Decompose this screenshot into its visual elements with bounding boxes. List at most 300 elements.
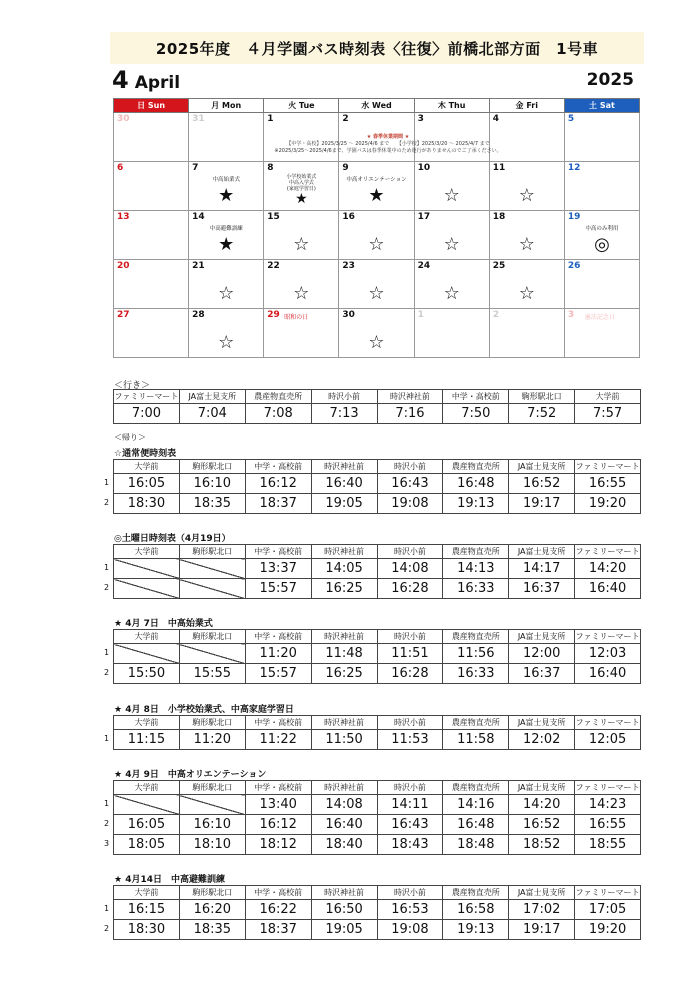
- time-cell: 12:03: [575, 644, 641, 664]
- day-number: 28: [192, 310, 205, 320]
- time-cell: 19:20: [575, 920, 641, 940]
- notice-line: ※2025/3/25～2025/4/6まで、学園バスは春季休業中のため運行がありませんのでご了承ください。: [274, 148, 502, 154]
- time-cell: 7:00: [114, 404, 180, 424]
- time-cell: 18:40: [311, 835, 377, 855]
- time-cell: 12:02: [509, 730, 575, 750]
- table-header-row: [114, 545, 641, 559]
- day-cell: [489, 211, 564, 260]
- day-number: 27: [117, 310, 130, 320]
- day-cell: [189, 211, 264, 260]
- stop-header: ファミリーマート: [575, 460, 641, 474]
- trip-number: 1: [104, 734, 110, 743]
- table-row: [114, 795, 641, 815]
- time-cell: 7:08: [245, 404, 311, 424]
- day-number: 3: [567, 310, 575, 320]
- stop-header: 中学・高校前: [245, 460, 311, 474]
- day-cell: [114, 309, 189, 358]
- stop-header: 時沢小前: [377, 545, 443, 559]
- table-header-row: [114, 781, 641, 795]
- month-heading: [112, 66, 180, 94]
- stop-header: 大学前: [114, 460, 180, 474]
- time-cell: 7:13: [311, 404, 377, 424]
- trip-number: 3: [104, 839, 110, 848]
- day-number: 30: [117, 114, 130, 124]
- time-cell: 16:20: [179, 900, 245, 920]
- stop-header: 時沢小前: [377, 716, 443, 730]
- regular-table: [113, 459, 641, 514]
- table-row: [114, 644, 641, 664]
- time-cell: 16:05: [114, 815, 180, 835]
- apr8-table: [113, 715, 641, 750]
- time-cell: 19:05: [311, 494, 377, 514]
- weekday-header-row: [114, 99, 640, 113]
- time-cell: 18:37: [245, 920, 311, 940]
- day-number: 17: [417, 212, 431, 222]
- table-row: [114, 559, 641, 579]
- time-cell: 16:37: [509, 664, 575, 684]
- table-row: [114, 474, 641, 494]
- time-cell: 19:08: [377, 494, 443, 514]
- time-cell: 16:52: [509, 815, 575, 835]
- day-number: 24: [417, 261, 431, 271]
- day-cell: [189, 162, 264, 211]
- time-cell: 11:15: [114, 730, 180, 750]
- open-star-icon: ☆: [518, 234, 535, 255]
- time-cell: 16:05: [114, 474, 180, 494]
- day-cell: [489, 260, 564, 309]
- table-row: [114, 815, 641, 835]
- table-header-row: [114, 886, 641, 900]
- time-cell: 15:55: [179, 664, 245, 684]
- stop-header: 駒形駅北口: [179, 716, 245, 730]
- stop-header: 駒形駅北口: [179, 630, 245, 644]
- time-cell: 16:40: [311, 474, 377, 494]
- open-star-icon: ☆: [218, 283, 235, 304]
- open-star-icon: ☆: [518, 185, 535, 206]
- day-number: 1: [267, 114, 274, 124]
- stop-header: 時沢小前: [377, 460, 443, 474]
- time-cell: 18:12: [245, 835, 311, 855]
- month-name: April: [134, 73, 181, 93]
- stop-header: 中学・高校前: [443, 390, 509, 404]
- time-cell: 14:08: [311, 795, 377, 815]
- time-cell: 14:20: [509, 795, 575, 815]
- stop-header: 大学前: [575, 390, 641, 404]
- filled-star-icon: ★: [218, 234, 235, 255]
- stop-header: 時沢神社前: [311, 630, 377, 644]
- apr7-table: [113, 629, 641, 684]
- time-cell: 11:51: [377, 644, 443, 664]
- saturday-section-label: ◎土曜日時刻表（4月19日）: [114, 534, 231, 544]
- day-cell: [414, 162, 489, 211]
- time-cell: 11:50: [311, 730, 377, 750]
- time-cell: 15:50: [114, 664, 180, 684]
- trip-number: 1: [104, 648, 110, 657]
- trip-number: 1: [104, 563, 110, 572]
- time-cell: 14:17: [509, 559, 575, 579]
- stop-header: 駒形駅北口: [179, 460, 245, 474]
- time-cell: 16:50: [311, 900, 377, 920]
- day-number: 30: [342, 310, 355, 320]
- filled-star-icon: ★: [218, 185, 235, 206]
- time-cell: 16:25: [311, 664, 377, 684]
- time-cell: 12:00: [509, 644, 575, 664]
- day-cell: [414, 211, 489, 260]
- event-note: 中高避難訓練: [209, 226, 243, 232]
- stop-header: JA富士見支所: [509, 886, 575, 900]
- stop-header: 中学・高校前: [245, 716, 311, 730]
- trip-number: 1: [104, 904, 110, 913]
- time-cell: 16:43: [377, 474, 443, 494]
- time-cell: 16:40: [575, 664, 641, 684]
- time-cell: 11:53: [377, 730, 443, 750]
- time-cell: 15:57: [245, 664, 311, 684]
- stop-header: 農産物直売所: [443, 545, 509, 559]
- holiday-label: 昭和の日: [284, 314, 309, 321]
- double-circle-icon: ◎: [594, 234, 610, 255]
- day-cell: [414, 260, 489, 309]
- day-cell: [114, 211, 189, 260]
- day-cell: [339, 309, 414, 358]
- page-title: 2025年度 ４月学園バス時刻表〈往復〉前橋北部方面 1号車: [110, 32, 644, 64]
- time-cell: 16:22: [245, 900, 311, 920]
- weekday-tue: 火 Tue: [264, 99, 339, 113]
- filled-star-icon: ★: [295, 191, 308, 207]
- open-star-icon: ☆: [218, 332, 235, 353]
- stop-header: 農産物直売所: [443, 630, 509, 644]
- time-cell: 16:53: [377, 900, 443, 920]
- trip-number: 2: [104, 498, 110, 507]
- calendar-week-4: [114, 260, 640, 309]
- event-note: 中高始業式: [212, 177, 240, 183]
- calendar-week-2: [114, 162, 640, 211]
- time-cell: 17:05: [575, 900, 641, 920]
- time-cell: 14:23: [575, 795, 641, 815]
- no-service-cell: [114, 644, 180, 664]
- stop-header: 駒形駅北口: [179, 886, 245, 900]
- time-cell: 18:10: [179, 835, 245, 855]
- time-cell: 16:48: [443, 474, 509, 494]
- time-cell: 11:58: [443, 730, 509, 750]
- day-number: 31: [192, 114, 205, 124]
- time-cell: 16:15: [114, 900, 180, 920]
- day-cell: [189, 260, 264, 309]
- open-star-icon: ☆: [293, 234, 310, 255]
- time-cell: 11:48: [311, 644, 377, 664]
- day-number: 25: [492, 261, 506, 271]
- time-cell: 18:35: [179, 494, 245, 514]
- time-cell: 19:20: [575, 494, 641, 514]
- day-cell: [189, 309, 264, 358]
- stop-header: ファミリーマート: [575, 630, 641, 644]
- time-cell: 11:20: [245, 644, 311, 664]
- day-number: 2: [492, 310, 499, 320]
- stop-header: 時沢神社前: [311, 716, 377, 730]
- time-cell: 7:50: [443, 404, 509, 424]
- stop-header: 時沢神社前: [311, 781, 377, 795]
- stop-header: 駒形駅北口: [509, 390, 575, 404]
- notice-line: 【中学・高校】2025/3/25 ～ 2025/4/6 まで 【小学校】2025/3/20 ～ 2025/4/7 まで: [286, 141, 490, 147]
- time-cell: 12:05: [575, 730, 641, 750]
- day-cell: [264, 309, 339, 358]
- time-cell: 14:11: [377, 795, 443, 815]
- stop-header: 農産物直売所: [443, 716, 509, 730]
- stop-header: JA富士見支所: [509, 630, 575, 644]
- day-cell: [564, 211, 639, 260]
- day-number: 16: [342, 212, 355, 222]
- day-cell: [564, 260, 639, 309]
- stop-header: 農産物直売所: [245, 390, 311, 404]
- day-cell: [489, 162, 564, 211]
- day-number: 14: [192, 212, 205, 222]
- day-cell: [114, 162, 189, 211]
- time-cell: 16:40: [575, 579, 641, 599]
- day-number: 3: [417, 114, 424, 124]
- day-number: 20: [117, 261, 130, 271]
- time-cell: 7:52: [509, 404, 575, 424]
- time-cell: 19:05: [311, 920, 377, 940]
- stop-header: JA富士見支所: [509, 716, 575, 730]
- day-number: 13: [117, 212, 130, 222]
- stop-header: 大学前: [114, 886, 180, 900]
- calendar-week-5: [114, 309, 640, 358]
- time-cell: 16:40: [311, 815, 377, 835]
- apr9-table: [113, 780, 641, 855]
- day-number: 18: [492, 212, 506, 222]
- time-cell: 14:08: [377, 559, 443, 579]
- stop-header: ファミリーマート: [575, 781, 641, 795]
- time-cell: 13:37: [245, 559, 311, 579]
- table-row: [114, 730, 641, 750]
- time-cell: 19:13: [443, 920, 509, 940]
- stop-header: JA富士見支所: [179, 390, 245, 404]
- day-number: 1: [417, 310, 424, 320]
- time-cell: 16:28: [377, 664, 443, 684]
- stop-header: 中学・高校前: [245, 630, 311, 644]
- time-cell: 16:43: [377, 815, 443, 835]
- notice-heading: ★ 春季休業期間 ★: [366, 134, 410, 140]
- day-number: 26: [567, 261, 581, 271]
- apr9-section-label: ★ 4月 9日 中高オリエンテーション: [114, 770, 267, 780]
- weekday-wed: 水 Wed: [339, 99, 414, 113]
- table-row: [114, 920, 641, 940]
- stop-header: 駒形駅北口: [179, 781, 245, 795]
- day-number: 9: [342, 163, 349, 173]
- stop-header: 時沢小前: [311, 390, 377, 404]
- day-number: 11: [492, 163, 506, 173]
- stop-header: 大学前: [114, 716, 180, 730]
- time-cell: 18:52: [509, 835, 575, 855]
- day-cell: [264, 162, 339, 211]
- filled-star-icon: ★: [368, 185, 385, 206]
- time-cell: 11:56: [443, 644, 509, 664]
- time-cell: 16:10: [179, 815, 245, 835]
- time-cell: 18:30: [114, 920, 180, 940]
- open-star-icon: ☆: [443, 234, 460, 255]
- day-number: 5: [567, 114, 575, 124]
- stop-header: ファミリーマート: [114, 390, 180, 404]
- weekday-thu: 木 Thu: [414, 99, 489, 113]
- stop-header: 農産物直売所: [443, 460, 509, 474]
- time-cell: 16:25: [311, 579, 377, 599]
- no-service-cell: [114, 795, 180, 815]
- stop-header: 時沢小前: [377, 781, 443, 795]
- time-cell: 15:57: [245, 579, 311, 599]
- table-header-row: [114, 630, 641, 644]
- time-cell: 16:55: [575, 815, 641, 835]
- saturday-table: [113, 544, 641, 599]
- day-cell: [339, 211, 414, 260]
- year-label: 2025: [586, 70, 634, 90]
- time-cell: 16:12: [245, 815, 311, 835]
- stop-header: 大学前: [114, 781, 180, 795]
- time-cell: 16:48: [443, 815, 509, 835]
- no-service-cell: [179, 559, 245, 579]
- time-cell: 19:13: [443, 494, 509, 514]
- time-cell: 18:35: [179, 920, 245, 940]
- time-cell: 18:48: [443, 835, 509, 855]
- open-star-icon: ☆: [368, 283, 385, 304]
- time-cell: 7:04: [179, 404, 245, 424]
- apr14-section-label: ★ 4月14日 中高避難訓練: [114, 875, 225, 885]
- stop-header: 大学前: [114, 545, 180, 559]
- no-service-cell: [179, 644, 245, 664]
- day-number: 21: [192, 261, 205, 271]
- stop-header: 時沢小前: [377, 630, 443, 644]
- table-header-row: [114, 460, 641, 474]
- month-number: 4: [112, 66, 129, 94]
- calendar-week-3: [114, 211, 640, 260]
- day-cell: [339, 162, 414, 211]
- trip-number: 1: [104, 799, 110, 808]
- day-number: 10: [417, 163, 431, 173]
- time-cell: 16:33: [443, 579, 509, 599]
- time-cell: 14:16: [443, 795, 509, 815]
- day-number: 8: [267, 163, 274, 173]
- time-cell: 19:17: [509, 494, 575, 514]
- stop-header: JA富士見支所: [509, 781, 575, 795]
- time-cell: 18:43: [377, 835, 443, 855]
- time-cell: 7:16: [377, 404, 443, 424]
- stop-header: 中学・高校前: [245, 545, 311, 559]
- stop-header: ファミリーマート: [575, 545, 641, 559]
- time-cell: 14:13: [443, 559, 509, 579]
- stop-header: JA富士見支所: [509, 460, 575, 474]
- stop-header: 駒形駅北口: [179, 545, 245, 559]
- day-number: 6: [117, 163, 124, 173]
- stop-header: ファミリーマート: [575, 716, 641, 730]
- trip-number: 2: [104, 924, 110, 933]
- no-service-cell: [114, 579, 180, 599]
- day-cell: [264, 211, 339, 260]
- day-number: 4: [492, 114, 499, 124]
- stop-header: 農産物直売所: [443, 886, 509, 900]
- regular-section-label: ☆通常便時刻表: [114, 449, 177, 459]
- time-cell: 14:20: [575, 559, 641, 579]
- time-cell: 18:30: [114, 494, 180, 514]
- day-number: 29: [267, 310, 280, 320]
- apr7-section-label: ★ 4月 7日 中高始業式: [114, 619, 213, 629]
- time-cell: 11:20: [179, 730, 245, 750]
- table-row: [114, 835, 641, 855]
- time-cell: 16:12: [245, 474, 311, 494]
- day-number: 22: [267, 261, 280, 271]
- trip-number: 2: [104, 819, 110, 828]
- day-number: 15: [267, 212, 280, 222]
- day-cell: [414, 309, 489, 358]
- time-cell: 16:10: [179, 474, 245, 494]
- stop-header: 時沢神社前: [311, 460, 377, 474]
- stop-header: 中学・高校前: [245, 781, 311, 795]
- time-cell: 18:37: [245, 494, 311, 514]
- apr8-section-label: ★ 4月 8日 小学校始業式、中高家庭学習日: [114, 705, 294, 715]
- day-cell: [114, 260, 189, 309]
- stop-header: ファミリーマート: [575, 886, 641, 900]
- table-row: [114, 494, 641, 514]
- event-note: 中高のみ利用: [585, 226, 619, 232]
- stop-header: 大学前: [114, 630, 180, 644]
- time-cell: 7:57: [575, 404, 641, 424]
- time-cell: 19:08: [377, 920, 443, 940]
- no-service-cell: [179, 795, 245, 815]
- day-cell: [264, 260, 339, 309]
- event-note: 中高オリエンテーション: [346, 177, 407, 183]
- stop-header: 時沢神社前: [311, 545, 377, 559]
- apr14-table: [113, 885, 641, 940]
- trip-number: 2: [104, 583, 110, 592]
- time-cell: 18:55: [575, 835, 641, 855]
- holiday-label: 憲法記念日: [584, 314, 615, 321]
- stop-header: 時沢小前: [377, 886, 443, 900]
- table-row: [114, 404, 641, 424]
- time-cell: 16:33: [443, 664, 509, 684]
- time-cell: 16:58: [443, 900, 509, 920]
- weekday-mon: 月 Mon: [189, 99, 264, 113]
- time-cell: 16:28: [377, 579, 443, 599]
- stop-header: 時沢神社前: [311, 886, 377, 900]
- time-cell: 19:17: [509, 920, 575, 940]
- time-cell: 11:22: [245, 730, 311, 750]
- table-header-row: [114, 390, 641, 404]
- open-star-icon: ☆: [293, 283, 310, 304]
- time-cell: 17:02: [509, 900, 575, 920]
- day-number: 2: [342, 114, 349, 124]
- trip-number: 2: [104, 668, 110, 677]
- time-cell: 16:37: [509, 579, 575, 599]
- event-note: 小学校始業式 中高入学式 (家庭学習日): [286, 174, 317, 192]
- time-cell: 16:52: [509, 474, 575, 494]
- time-cell: 14:05: [311, 559, 377, 579]
- outbound-label: ＜行き＞: [114, 381, 151, 391]
- open-star-icon: ☆: [368, 332, 385, 353]
- table-row: [114, 900, 641, 920]
- spring-break-notice: [153, 134, 623, 155]
- day-cell: [564, 162, 639, 211]
- day-cell: [339, 260, 414, 309]
- stop-header: 農産物直売所: [443, 781, 509, 795]
- open-star-icon: ☆: [443, 185, 460, 206]
- outbound-table: [113, 389, 641, 424]
- trip-number: 1: [104, 478, 110, 487]
- day-cell: [564, 309, 639, 358]
- weekday-sun: 日 Sun: [114, 99, 189, 113]
- time-cell: 16:55: [575, 474, 641, 494]
- weekday-fri: 金 Fri: [489, 99, 564, 113]
- stop-header: 中学・高校前: [245, 886, 311, 900]
- open-star-icon: ☆: [518, 283, 535, 304]
- no-service-cell: [179, 579, 245, 599]
- day-number: 12: [567, 163, 581, 173]
